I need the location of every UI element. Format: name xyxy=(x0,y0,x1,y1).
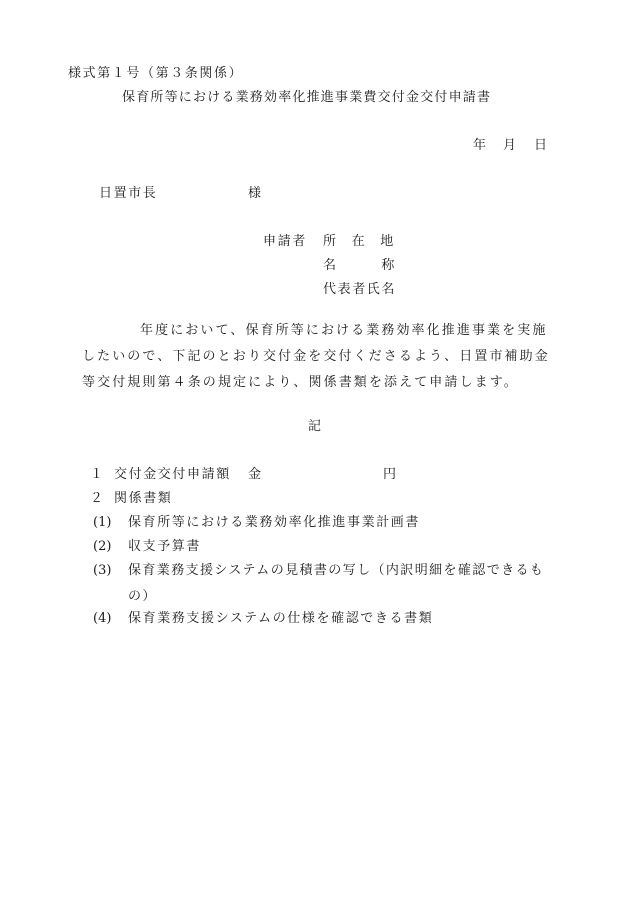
list-item-number: (3) xyxy=(93,563,112,578)
item-1-number: １ xyxy=(90,467,105,482)
addressee-honorific: 様 xyxy=(248,186,263,201)
item-1-label: 交付金交付申請額 xyxy=(114,467,231,482)
date-month: 月 xyxy=(503,138,518,153)
item-2-number: ２ xyxy=(90,491,105,506)
list-item-number: (1) xyxy=(93,515,112,530)
item-1-unit: 円 xyxy=(383,467,398,482)
applicant-representative-label: 代表者氏名 xyxy=(323,282,397,297)
body-text: 年度において、保育所等における業務効率化推進事業を実施したいので、下記のとおり交付金を交付くださるよう、日置市補助金等交付規則第４条の規定により、関係書類を添えて申請します。 xyxy=(82,323,550,390)
ki-heading: 記 xyxy=(308,419,323,434)
item-2-label: 関係書類 xyxy=(114,491,173,506)
addressee-name: 日置市長 xyxy=(99,186,158,201)
document-title: 保育所等における業務効率化推進事業費交付金交付申請書 xyxy=(122,90,492,105)
list-item-number: (4) xyxy=(93,611,112,626)
applicant-name-label: 名 称 xyxy=(323,258,397,273)
list-item-text: 保育所等における業務効率化推進事業計画書 xyxy=(128,515,421,530)
form-number: 様式第１号（第３条関係） xyxy=(68,66,244,81)
applicant-address-label: 所 在 地 xyxy=(323,234,395,249)
list-item-text: 保育業務支援システムの仕様を確認できる書類 xyxy=(128,611,434,626)
list-item-text: 収支予算書 xyxy=(128,539,202,554)
list-item-number: (2) xyxy=(93,539,112,554)
applicant-label: 申請者 xyxy=(263,234,307,249)
list-item-text: 保育業務支援システムの見積書の写し（内訳明細を確認できるもの） xyxy=(128,563,545,604)
body-paragraph xyxy=(82,318,560,396)
date-year: 年 xyxy=(473,138,488,153)
item-1-prefix: 金 xyxy=(248,467,263,482)
date-day: 日 xyxy=(534,138,549,153)
